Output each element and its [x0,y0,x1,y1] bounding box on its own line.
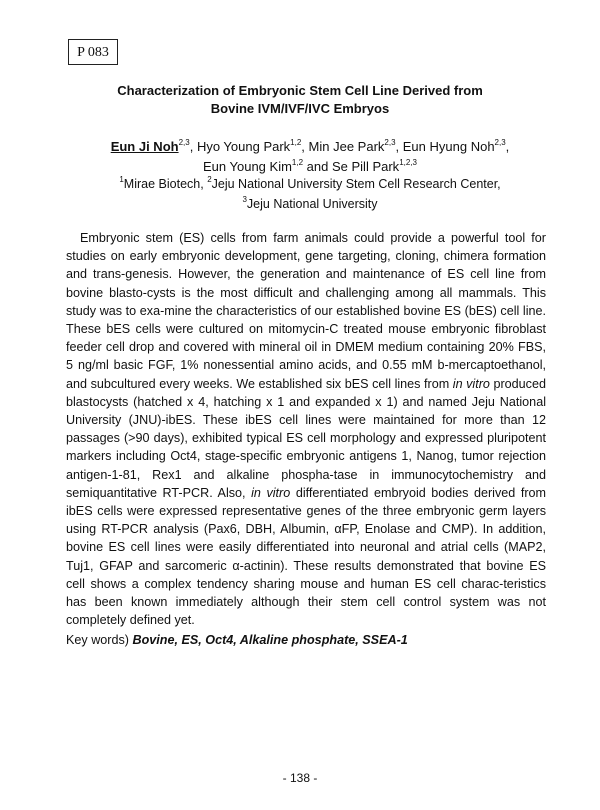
author-name: Se Pill Park [331,159,400,174]
author-sup: 1,2,3 [399,158,417,167]
author-name: Min Jee Park [308,139,385,154]
abstract-text-1: Embryonic stem (ES) cells from farm animals could provide a powerful tool for studies on early embryonic development, gene targeting, cloning, chimera formation and trans-genesis. However, the generation and maintenance of ES cell line from bovine blasto-cysts is the most difficult and challenging among all mammals. This study was to exa-mine the characteristics of our established bovine ES (bES) cell line. These bES cells were cultured on mitomycin-C treated mouse embryonic fibroblast feeder cell drop and covered with mineral oil in DMEM medium containing 20% FBS, 5 ng/ml basic FGF, 1% nonessential amino acids, and 0.55 mM b-mercaptoethanol, and subcultured every weeks. We established six bES cell lines from [66,231,546,391]
page-number: - 138 - [282,771,318,785]
keywords-label: Key words) [66,633,129,647]
title-line-1: Characterization of Embryonic Stem Cell Line Derived from [117,83,483,98]
author-sup: 2,3 [384,138,396,147]
keywords-terms: Bovine, ES, Oct4, Alkaline phosphate, SSEA-1 [132,633,408,647]
author-sup: 2,3 [494,138,506,147]
presenting-author: Eun Ji Noh [110,139,179,154]
affiliation-3: Jeju National University [246,197,378,211]
affil-sup: 1 [119,175,124,184]
author-name: Hyo Young Park [196,139,291,154]
affiliation-2: Jeju National University Stem Cell Research Center, [211,177,501,191]
abstract-italic-2: in vitro [251,485,291,500]
author-name: Eun Young Kim [203,159,292,174]
affiliation-1: Mirae Biotech, [123,177,204,191]
abstract-italic-1: in vitro [452,376,490,391]
affil-sup: 3 [242,195,247,204]
title-line-2: Bovine IVM/IVF/IVC Embryos [210,101,390,116]
author-list: Eun Ji Noh$^{2,3}$, Hyo Young Park$^{1,2}$, Min Jee Park$^{2,3}$, Eun Hyung Noh$^{2,3}$, Eun Young Kim$^{1,2}$ and Se Pill Park$^{1,2,3}$ [110,138,510,174]
abstract-text-2: produced blastocysts (hatched x 4, hatching x 1 and expanded x 1) and named Jeju National University (JNU)-ibES. These ibES cell lines were maintained for more than 12 passages (>90 days), exhibited typical ES cell morphology and expressed pluripotent markers including Oct4, stage-specific embryonic antigens 1, Nanog, tumor rejection antigen-1-81, Rex1 and alkaline phospha-tase in immunocytochemistry and semiquantitative RT-PCR. Also, [66,376,546,500]
author-sup: 1,2 [290,138,302,147]
author-name: Eun Hyung Noh [402,139,495,154]
keywords-line [66,633,546,647]
author-sup: 2,3 [178,138,190,147]
page-id-box: P 083 [68,39,118,65]
abstract-body [66,229,546,629]
author-conjunction: and [306,159,329,174]
abstract-text-3: differentiated embryoid bodies derived from ibES cells were expressed representative genes of the three embryonic germ layers using RT-PCR analysis (Pax6, DBH, Albumin, αFP, Enolase and CMP). In addition, bovine ES cell lines were easily differentiated into neuronal and atrial cells (MAP2, Tuj1, GFAP and sarcomeric α-actinin). These results demonstrated that bovine ES cell shows a complex tendency sharing mouse and human ES cell charac-teristics has been known immediately although their stem cell control system was not completely defined yet. [66,485,547,628]
affil-sup: 2 [207,175,212,184]
affiliations [70,174,550,214]
author-sup: 1,2 [291,158,304,167]
